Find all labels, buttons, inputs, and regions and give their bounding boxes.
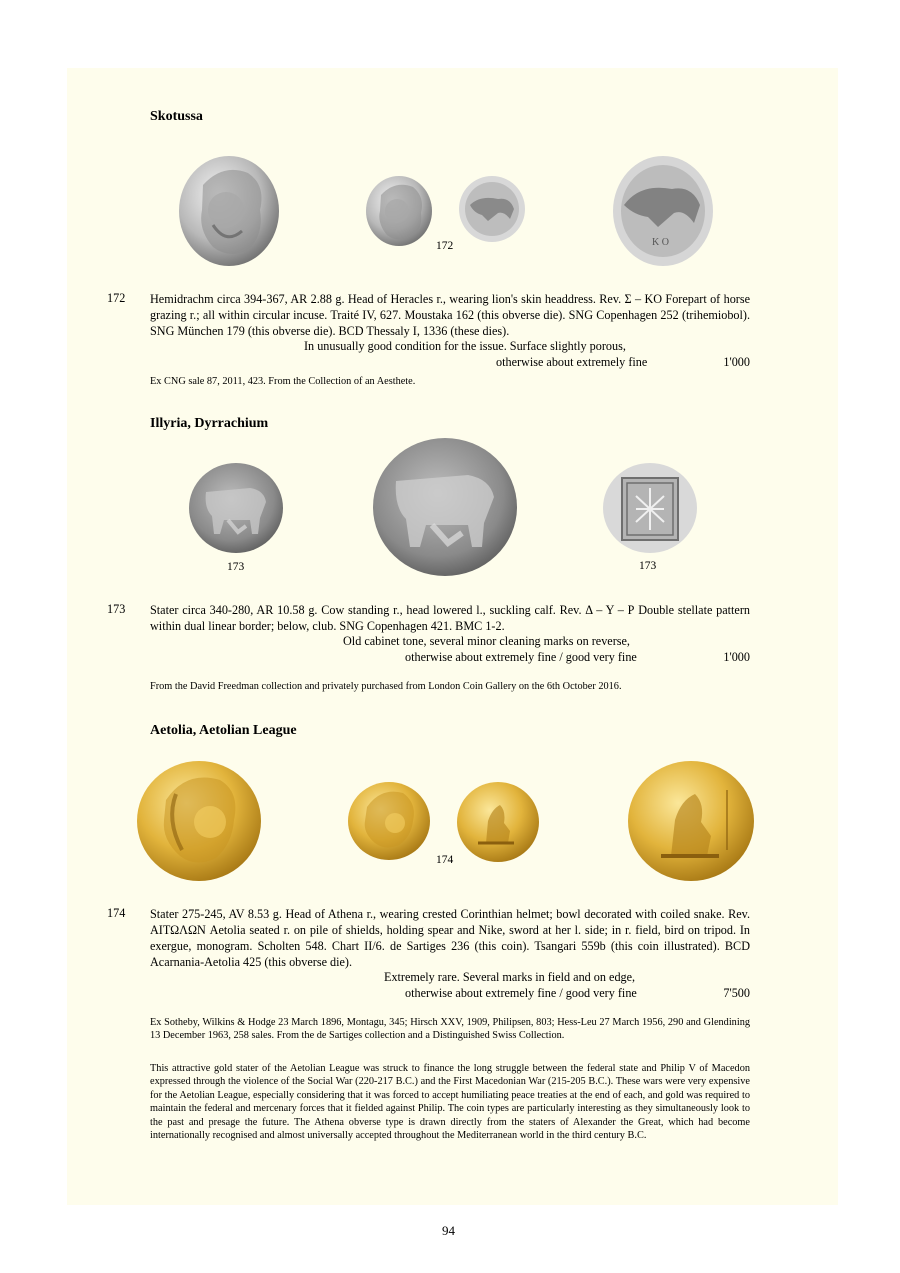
lot-condition-174-line1: Extremely rare. Several marks in field and on edge, xyxy=(384,970,636,984)
coin-174-reverse xyxy=(456,781,540,863)
coin-172-reverse xyxy=(458,175,526,243)
lot-description-172 xyxy=(150,291,750,339)
lot-provenance-174: Ex Sotheby, Wilkins & Hodge 23 March 1896, Montagu, 345; Hirsch XXV, 1909, Philipsen, 803; Hess-Leu 27 March 1956, 290 and Glendining 13 December 1963, 258 sales. From the de Sartiges collection and a Distinguished Swiss Collection. xyxy=(150,1017,750,1042)
lot-description-174 xyxy=(150,906,750,970)
lot-condition-173-line1: Old cabinet tone, several minor cleaning marks on reverse, xyxy=(343,634,630,648)
coin-173-reverse xyxy=(602,462,698,554)
lot-provenance-172: Ex CNG sale 87, 2011, 423. From the Collection of an Aesthete. xyxy=(150,376,416,387)
coin-173-obverse xyxy=(188,462,284,554)
lot-number-172: 172 xyxy=(107,291,126,305)
coin-173-obverse-enlarged xyxy=(372,437,518,577)
lot-condition-173-line2: otherwise about extremely fine / good very fine xyxy=(405,650,637,664)
lot-condition-174-line2: otherwise about extremely fine / good very fine xyxy=(405,986,637,1000)
figure-label-174: 174 xyxy=(436,854,454,866)
lot-price-173: 1'000 xyxy=(723,650,750,664)
coin-172-obverse xyxy=(365,175,433,247)
svg-text:Κ Ο: Κ Ο xyxy=(652,237,669,248)
section-title-illyria: Illyria, Dyrrachium xyxy=(150,416,269,431)
figure-label-173-right: 173 xyxy=(639,560,657,572)
lot-condition-172-line1: In unusually good condition for the issue. Surface slightly porous, xyxy=(304,339,626,353)
coin-172-reverse-enlarged xyxy=(612,155,714,267)
lot-price-174: 7'500 xyxy=(723,986,750,1000)
page-number: 94 xyxy=(442,1223,455,1238)
lot-description-172-text: Hemidrachm circa 394-367, AR 2.88 g. Head of Heracles r., wearing lion's skin headdress. Rev. Σ – KO Forepart of horse grazing r.; all within circular incuse. Traité IV, 627. Moustaka 162 (this obverse die). SNG Copenhagen 252 (trihemiobol). SNG München 179 (this obverse die). BCD Thessaly I, 1336 (these dies). xyxy=(150,292,750,338)
lot-provenance-173: From the David Freedman collection and privately purchased from London Coin Gallery on the 6th October 2016. xyxy=(150,681,622,692)
coin-174-obverse-enlarged xyxy=(136,760,262,882)
lot-number-173: 173 xyxy=(107,602,126,616)
lot-price-172: 1'000 xyxy=(723,355,750,369)
lot-description-173 xyxy=(150,602,750,634)
coin-174-reverse-enlarged xyxy=(627,760,755,882)
coin-174-obverse xyxy=(347,781,431,861)
lot-condition-172-line2: otherwise about extremely fine xyxy=(496,355,648,369)
coin-172-obverse-enlarged xyxy=(178,155,280,267)
section-title-aetolia: Aetolia, Aetolian League xyxy=(150,723,297,738)
figure-label-173-left: 173 xyxy=(227,561,245,573)
figure-label-172: 172 xyxy=(436,240,454,252)
lot-description-174-text: Stater 275-245, AV 8.53 g. Head of Athena r., wearing crested Corinthian helmet; bowl decorated with coiled snake. Rev. ΑΙΤΩΛΩΝ Aetolia seated r. on pile of shields, holding spear and Nike, sword at her l. side; in r. field, bird on tripod. In exergue, monogram. Scholten 548. Chart II/6. de Sartiges 236 (this coin). Tsangari 559b (this coin illustrated). BCD Acarnania-Aetolia 425 (this obverse die). xyxy=(150,907,750,969)
section-title-skotussa: Skotussa xyxy=(150,109,203,124)
lot-number-174: 174 xyxy=(107,906,126,920)
lot-historical-note-174: This attractive gold stater of the Aetolian League was struck to finance the long struggle between the federal state and Philip V of Macedon expressed through the violence of the Social War (220-217 B.C.) and the First Macedonian War (215-205 B.C.). These wars were very expensive for the Aetolian League, especially considering that it was forced to accept humiliating peace treaties at the end of each, and gold was required to maintain the federal and mercenary forces that it fielded against Philip. The coin types are particularly interesting as they simultaneously look to the past and presage the future. The Athena obverse type is drawn directly from the staters of Alexander the Great, which had become internationally recognised and almost universally accepted throughout the Mediterranean world in the third century B.C. xyxy=(150,1063,750,1142)
lot-description-173-text: Stater circa 340-280, AR 10.58 g. Cow standing r., head lowered l., suckling calf. Rev. Δ – Υ – Ρ Double stellate pattern within dual linear border; below, club. SNG Copenhagen 421. BMC 1-2. xyxy=(150,603,750,633)
